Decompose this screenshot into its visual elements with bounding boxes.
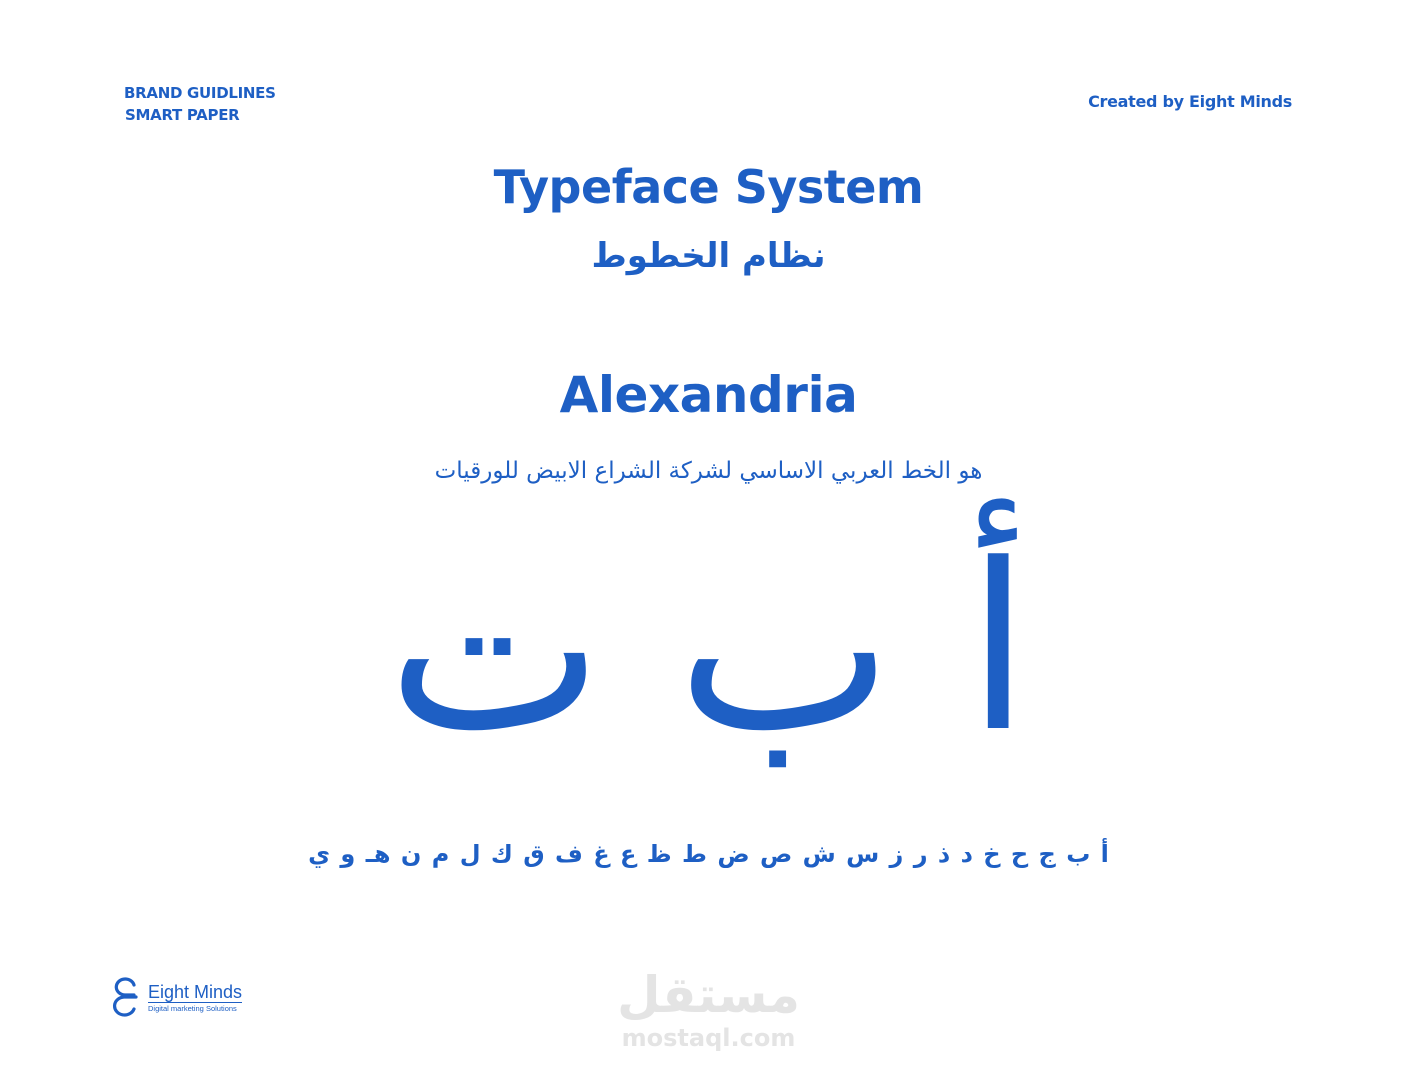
brand-guidelines-label [124,82,276,126]
brand-guidelines-line: BRAND GUIDLINES [124,84,276,102]
font-description: هو الخط العربي الاساسي لشركة الشراع الابيض للورقيات [434,458,983,484]
logo-name: Eight Minds [148,981,243,1002]
watermark-arabic: مستقل [617,966,800,1024]
watermark-url: mostaql.com [621,1024,796,1052]
arabic-alphabet: أ ب ج ح خ د ذ ر ز س ش ص ض ط ظ ع غ ف ق ك ل م ن هـ و ي [308,840,1109,868]
page-title-arabic: نظام الخطوط [591,236,826,276]
watermark [0,966,1417,1052]
sample-letters: أ ب ت [386,516,1031,783]
logo-tagline: Digital marketing Solutions [148,1002,242,1013]
page-title: Typeface System [493,160,924,214]
font-name: Alexandria [559,366,858,424]
smart-paper-line: SMART PAPER [125,106,240,124]
created-by-label: Created by Eight Minds [1088,92,1292,111]
